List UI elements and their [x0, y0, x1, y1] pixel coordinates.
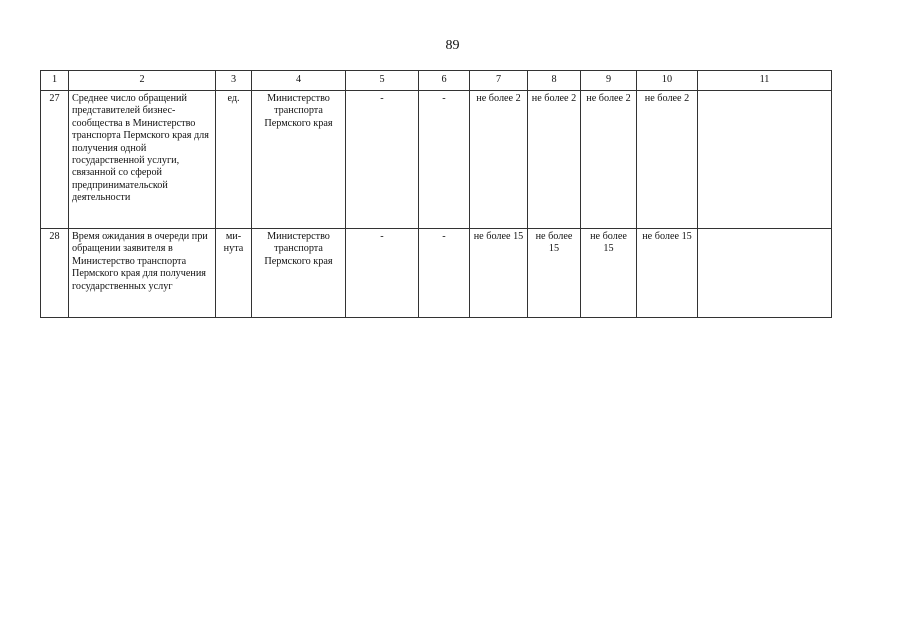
table-header-row	[41, 71, 832, 91]
organization-cell: Министерство транспорта Пермского края	[252, 229, 346, 318]
page-number: 89	[445, 38, 460, 53]
column-header: 2	[69, 71, 216, 91]
value-cell	[698, 91, 832, 229]
value-cell: не более 15	[470, 229, 528, 318]
value-cell: -	[346, 229, 419, 318]
column-header: 7	[470, 71, 528, 91]
value-cell: не более 2	[637, 91, 698, 229]
table-row	[41, 91, 832, 229]
organization-cell: Министерство транспорта Пермского края	[252, 91, 346, 229]
value-cell: не более 15	[528, 229, 581, 318]
column-header: 8	[528, 71, 581, 91]
value-cell: -	[419, 229, 470, 318]
row-number: 28	[41, 229, 69, 318]
column-header: 11	[698, 71, 832, 91]
value-cell: не более 15	[637, 229, 698, 318]
value-cell: не более 2	[528, 91, 581, 229]
indicator-name: Среднее число обращений представителей бизнес-сообщества в Министерство транспорта Пермского края для получения одной государственной услуги, связанной со сферой предпринимательской деятельности	[69, 91, 216, 229]
unit-cell: ми-нута	[216, 229, 252, 318]
column-header: 1	[41, 71, 69, 91]
column-header: 10	[637, 71, 698, 91]
column-header: 5	[346, 71, 419, 91]
value-cell: не более 2	[581, 91, 637, 229]
value-cell: не более 15	[581, 229, 637, 318]
value-cell: -	[419, 91, 470, 229]
table-row	[41, 229, 832, 318]
value-cell	[698, 229, 832, 318]
indicators-table	[40, 70, 832, 318]
unit-cell: ед.	[216, 91, 252, 229]
column-header: 3	[216, 71, 252, 91]
column-header: 6	[419, 71, 470, 91]
indicator-name: Время ожидания в очереди при обращении заявителя в Министерство транспорта Пермского края для получения государственных услуг	[69, 229, 216, 318]
value-cell: -	[346, 91, 419, 229]
column-header: 9	[581, 71, 637, 91]
column-header: 4	[252, 71, 346, 91]
value-cell: не более 2	[470, 91, 528, 229]
row-number: 27	[41, 91, 69, 229]
